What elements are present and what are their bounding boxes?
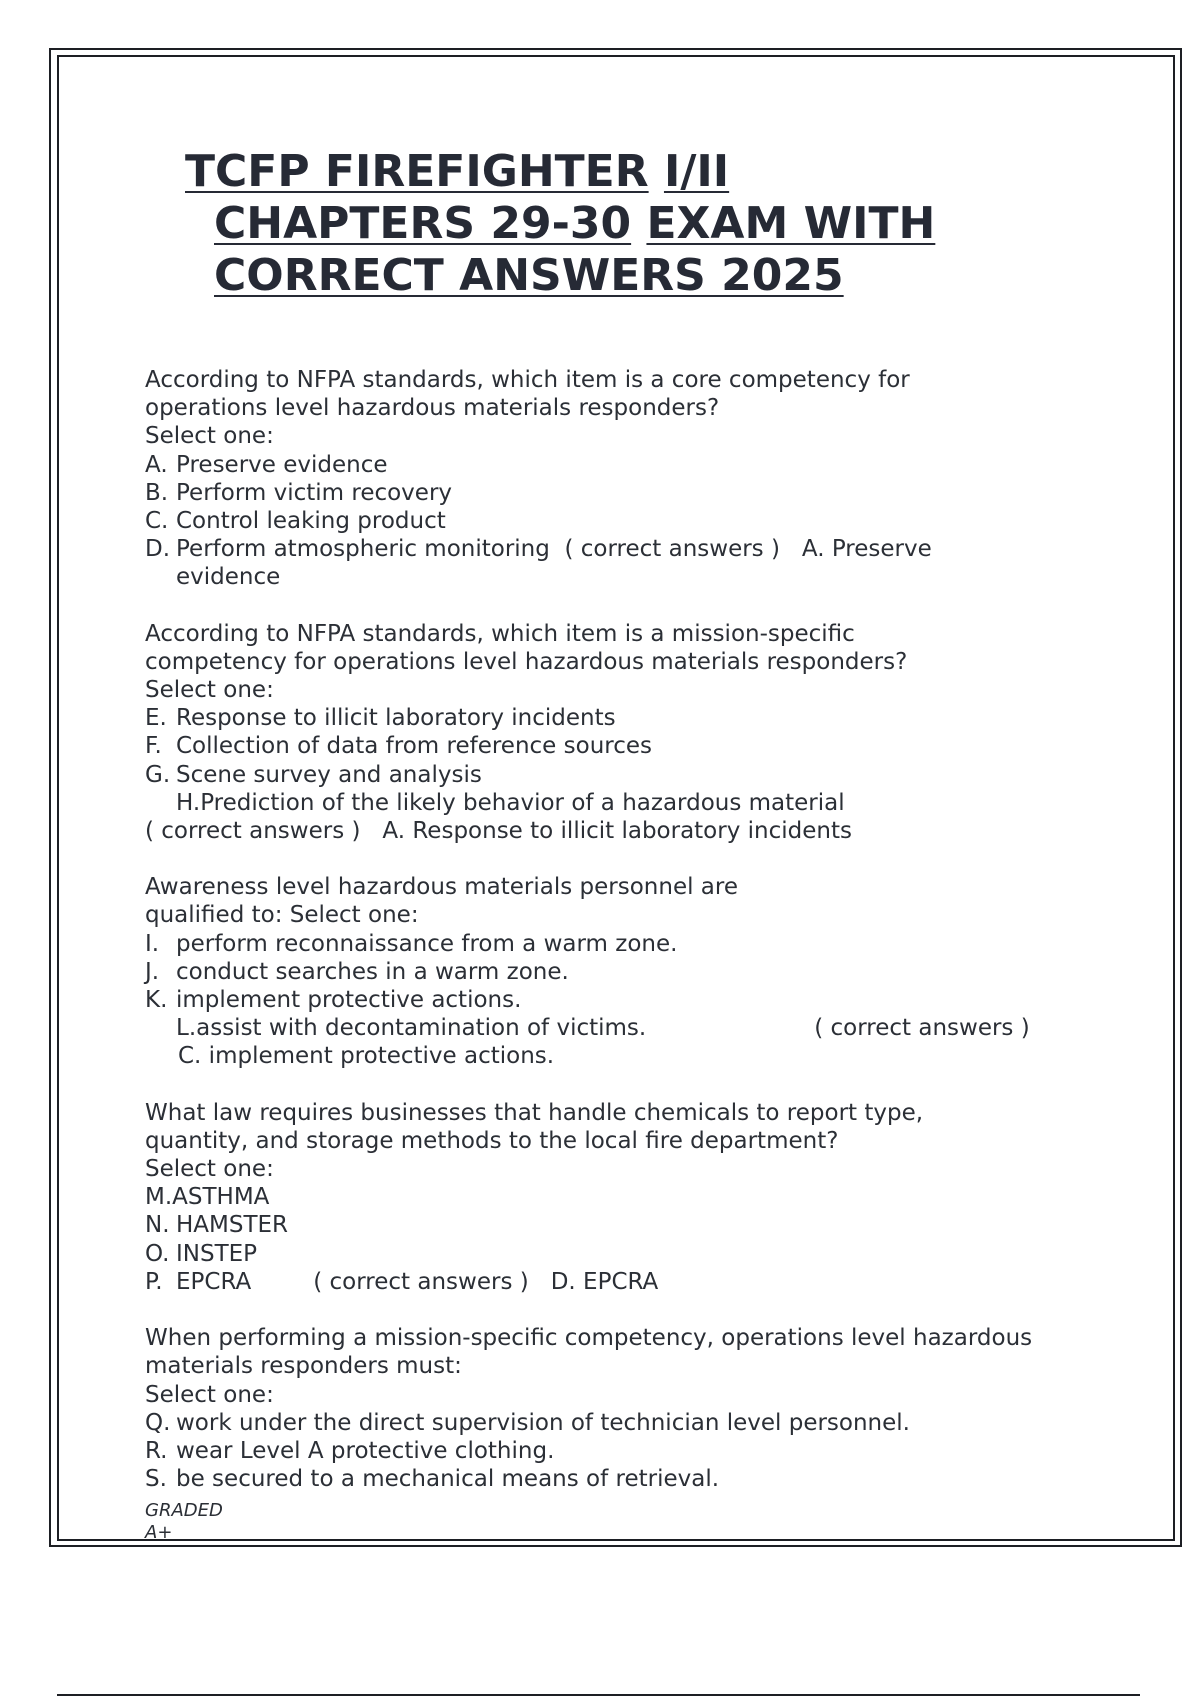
title-line-2 [185,198,935,250]
option-q [145,1409,1155,1437]
question-1 [145,366,1155,592]
correct-answer: A. Response to illicit laboratory incidents [382,818,852,845]
correct-answer: C. implement protective actions. [178,1043,555,1070]
question-text-line: According to NFPA standards, which item is a mission-specific [145,620,855,647]
option-letter: J. [145,958,160,985]
option-c [145,507,1155,535]
graded-label-line: GRADED [145,1500,223,1521]
document-title [185,146,935,302]
option-text: conduct searches in a warm zone. [176,958,569,985]
title-line-3 [185,250,935,302]
question-text-line: Awareness level hazardous materials personnel are [145,874,739,901]
option-letter: R. [145,1437,168,1464]
option-letter: N. [145,1212,170,1239]
option-letter: K. [145,987,168,1014]
question-text-line: materials responders must: [145,1353,462,1380]
option-o [145,1240,1155,1268]
option-text-value: Perform atmospheric monitoring [176,536,550,563]
select-one-label: Select one: [145,1156,274,1183]
option-text [176,535,932,563]
option-letter: O. [145,1240,170,1267]
option-a [145,451,1155,479]
option-m [145,1183,1155,1211]
option-e [145,704,1155,732]
title-part: TCFP FIREFIGHTER [185,146,649,197]
title-part: I/II [663,146,730,197]
option-j [145,958,1155,986]
option-letter: F. [145,733,162,760]
option-text: implement protective actions. [176,987,522,1014]
option-text: ASTHMA [172,1184,270,1211]
question-text-line: competency for operations level hazardous materials responders? [145,648,908,675]
graded-label-line: A+ [145,1522,173,1543]
option-text: Control leaking product [176,508,446,535]
select-one-label: Select one: [145,677,274,704]
option-letter: M. [145,1184,173,1211]
correct-answer-marker: ( correct answers ) [313,1268,529,1295]
option-text: Collection of data from reference sources [176,733,653,760]
option-letter: D. [145,536,171,563]
title-line-1 [185,146,935,198]
question-2 [145,620,1155,846]
question-text-line: qualified to: Select one: [145,902,419,929]
option-text: Scene survey and analysis [176,761,482,788]
option-g [145,761,1155,789]
option-text: Preserve evidence [176,451,388,478]
option-letter: A. [145,451,168,478]
option-k [145,986,1155,1014]
correct-answer-marker: ( correct answers ) [814,1015,1030,1042]
option-letter: C. [145,508,169,535]
option-letter: B. [145,479,169,506]
option-text: HAMSTER [176,1212,289,1239]
option-p [145,1268,1155,1296]
option-text: perform reconnaissance from a warm zone. [176,930,678,957]
option-s [145,1465,1155,1493]
title-part: EXAM WITH [646,198,936,249]
question-text-line: quantity, and storage methods to the local fire department? [145,1127,839,1154]
option-text [176,1268,658,1296]
answer-line [145,817,1155,845]
option-f [145,732,1155,760]
option-text-value: EPCRA [176,1268,252,1295]
question-text-line: operations level hazardous materials responders? [145,395,720,422]
question-text-line: According to NFPA standards, which item is a core competency for [145,367,910,393]
option-letter: E. [145,705,167,732]
question-3 [145,873,1155,1070]
correct-answer-marker: ( correct answers ) [145,818,361,845]
option-r [145,1437,1155,1465]
question-text-line: When performing a mission-specific competency, operations level hazardous [145,1325,1033,1352]
question-4 [145,1099,1155,1296]
option-h: H.Prediction of the likely behavior of a hazardous material [176,789,845,816]
option-n [145,1211,1155,1239]
footer-rule [57,1694,1140,1696]
option-text: L.assist with decontamination of victims. [176,1015,647,1042]
option-letter: S. [145,1466,167,1493]
option-text: Response to illicit laboratory incidents [176,705,616,732]
question-text-line: What law requires businesses that handle chemicals to report type, [145,1099,924,1126]
option-l [145,1014,1155,1042]
title-part: CORRECT ANSWERS 2025 [214,250,844,301]
option-letter: I. [145,930,160,957]
option-text: INSTEP [176,1240,258,1267]
option-letter: Q. [145,1409,171,1436]
select-one-label: Select one: [145,1381,274,1408]
option-i [145,930,1155,958]
question-5 [145,1324,1155,1493]
title-part: CHAPTERS 29-30 [214,198,632,249]
graded-label [145,1500,223,1544]
correct-answer-marker: ( correct answers ) [564,536,780,563]
option-d [145,535,1155,563]
questions-list [145,366,1155,1521]
option-letter: P. [145,1268,163,1295]
option-b [145,479,1155,507]
correct-answer-continued: evidence [176,564,281,591]
select-one-label: Select one: [145,423,274,450]
option-text: be secured to a mechanical means of retrieval. [176,1466,720,1493]
option-text: work under the direct supervision of technician level personnel. [176,1409,910,1436]
option-text: Perform victim recovery [176,479,453,506]
option-letter: G. [145,761,171,788]
correct-answer: D. EPCRA [550,1268,659,1295]
correct-answer: A. Preserve [801,536,932,563]
option-text: wear Level A protective clothing. [176,1437,555,1464]
